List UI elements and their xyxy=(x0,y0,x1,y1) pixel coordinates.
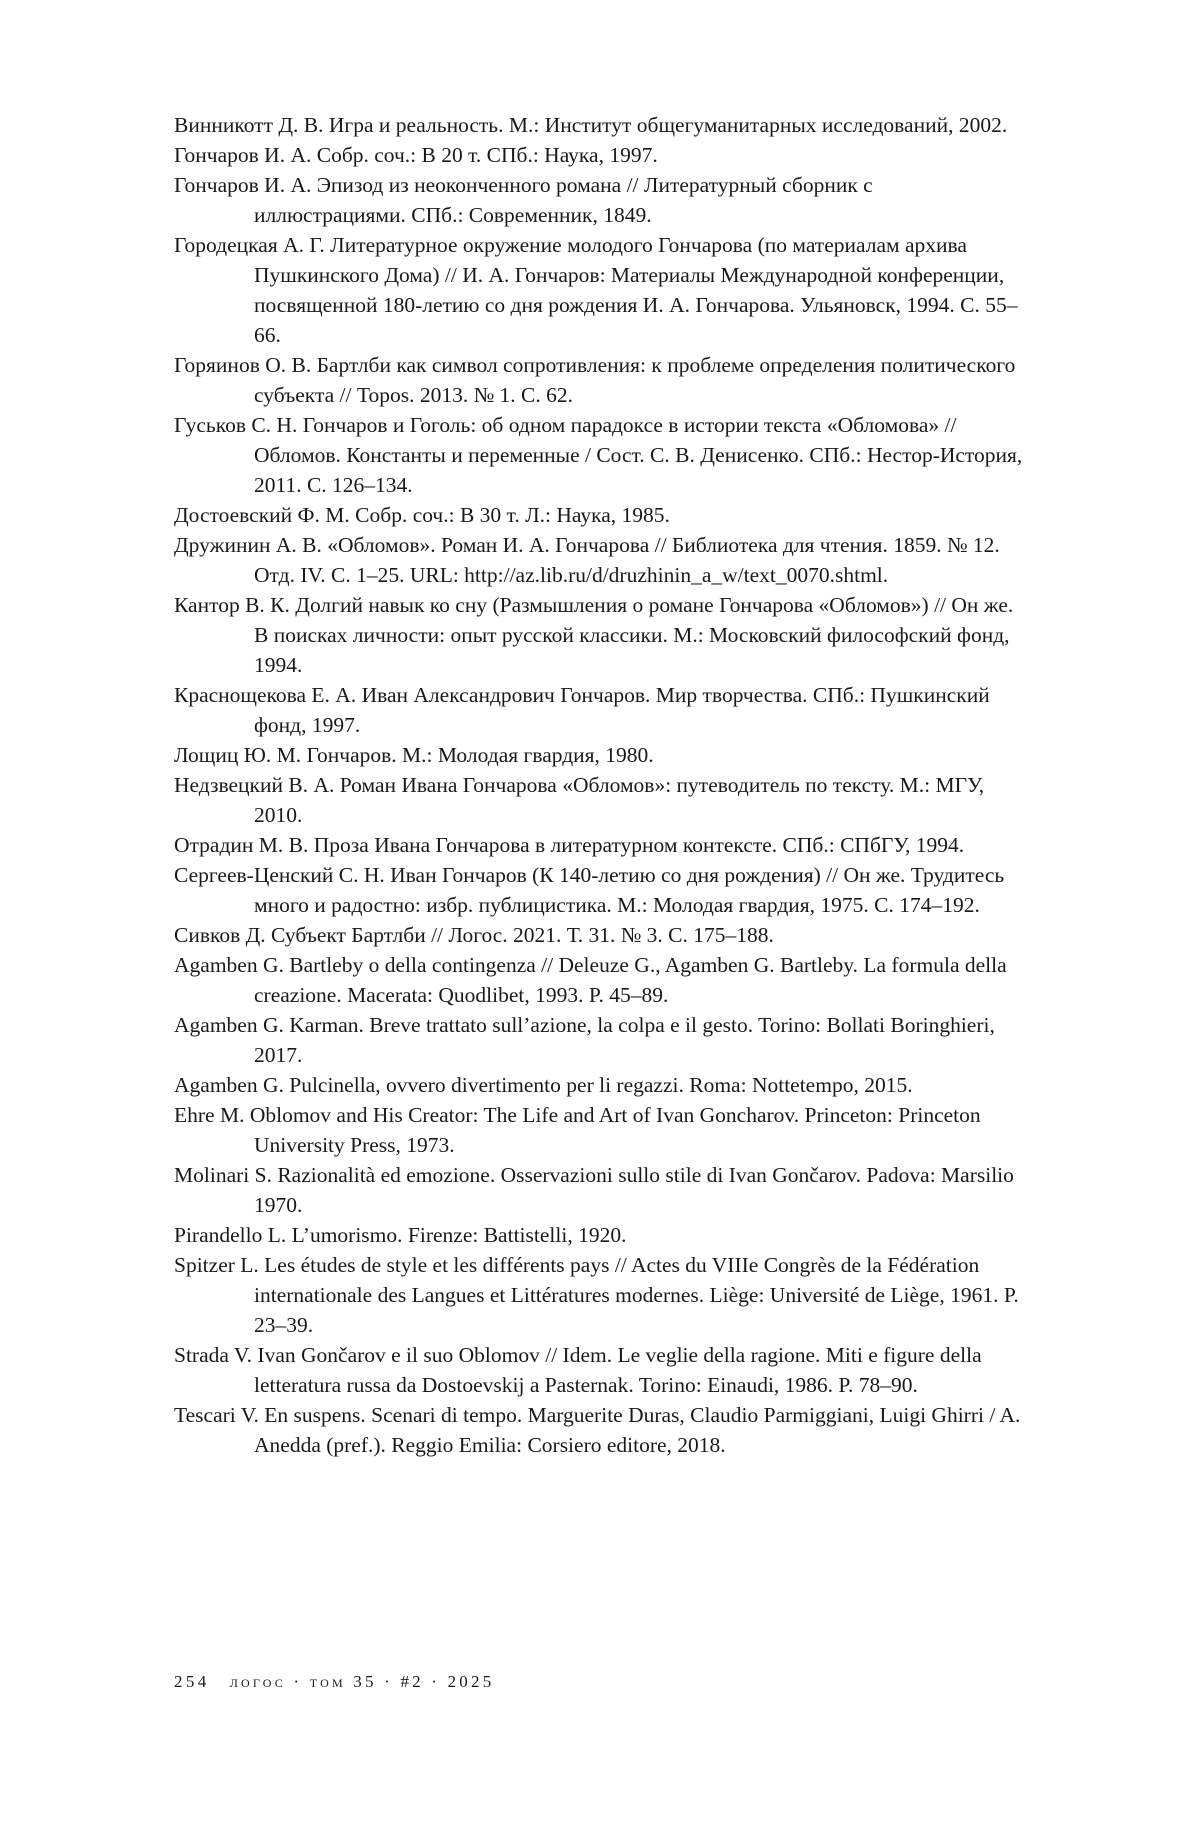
bibliography-entry: Agamben G. Bartleby o della contingenza // Deleuze G., Agamben G. Bartleby. La formula della creazione. Macerata: Quodlibet, 1993. P. 45–89. xyxy=(174,953,1007,1007)
bibliography-entry: Strada V. Ivan Gončarov e il suo Oblomov // Idem. Le veglie della ragione. Miti e figure della letteratura russa da Dostoevskij a Pasternak. Torino: Einaudi, 1986. P. 78–90. xyxy=(174,1343,982,1397)
bibliography-entry: Tescari V. En suspens. Scenari di tempo. Marguerite Duras, Claudio Parmiggiani, Luigi Ghirri / A. Anedda (pref.). Reggio Emilia: Corsiero editore, 2018. xyxy=(174,1403,1021,1457)
bibliography-entry: Краснощекова Е. А. Иван Александрович Гончаров. Мир творчества. СПб.: Пушкинский фонд, 1997. xyxy=(174,683,990,737)
bibliography-entry: Недзвецкий В. А. Роман Ивана Гончарова «Обломов»: путеводитель по тексту. М.: МГУ, 2010. xyxy=(174,773,985,827)
bibliography-entry: Горяинов О. В. Бартлби как символ сопротивления: к проблеме определения политического субъекта // Topos. 2013. № 1. С. 62. xyxy=(174,353,1016,407)
bibliography-entry: Spitzer L. Les études de style et les différents pays // Actes du VIIIe Congrès de la Fédération internationale des Langues et Littératures modernes. Liège: Université de Liège, 1961. P. 23–39. xyxy=(174,1253,1019,1337)
running-title: логос · том 35 · #2 · 2025 xyxy=(229,1672,495,1691)
bibliography-entry: Достоевский Ф. М. Собр. соч.: В 30 т. Л.: Наука, 1985. xyxy=(174,503,670,527)
bibliography-entry: Agamben G. Karman. Breve trattato sull’azione, la colpa e il gesto. Torino: Bollati Boringhieri, 2017. xyxy=(174,1013,995,1067)
bibliography-entry: Лощиц Ю. М. Гончаров. М.: Молодая гвардия, 1980. xyxy=(174,743,654,767)
bibliography-entry: Кантор В. К. Долгий навык ко сну (Размышления о романе Гончарова «Обломов») // Он же. В поисках личности: опыт русской классики. М.: Московский философский фонд, 1994. xyxy=(174,593,1014,677)
bibliography-entry: Гончаров И. А. Эпизод из неоконченного романа // Литературный сборник с иллюстрациями. СПб.: Современник, 1849. xyxy=(174,173,873,227)
bibliography-entry: Гуськов С. Н. Гончаров и Гоголь: об одном парадоксе в истории текста «Обломова» // Обломов. Константы и переменные / Сост. С. В. Денисенко. СПб.: Нестор-История, 2011. С. 126–134. xyxy=(174,413,1023,497)
page-number: 254 xyxy=(174,1672,210,1691)
bibliography-entry: Ehre M. Oblomov and His Creator: The Life and Art of Ivan Goncharov. Princeton: Princeton University Press, 1973. xyxy=(174,1103,981,1157)
bibliography-entry: Дружинин А. В. «Обломов». Роман И. А. Гончарова // Библиотека для чтения. 1859. № 12. Отд. IV. С. 1–25. URL: http://az.lib.ru/d/druzhinin_a_w/text_0070.shtml. xyxy=(174,533,1000,587)
bibliography-entry: Pirandello L. L’umorismo. Firenze: Battistelli, 1920. xyxy=(174,1223,627,1247)
bibliography-entry: Agamben G. Pulcinella, ovvero divertimento per li regazzi. Roma: Nottetempo, 2015. xyxy=(174,1073,913,1097)
bibliography-entry: Отрадин М. В. Проза Ивана Гончарова в литературном контексте. СПб.: СПбГУ, 1994. xyxy=(174,833,965,857)
bibliography-entry: Сергеев-Ценский С. Н. Иван Гончаров (К 140-летию со дня рождения) // Он же. Трудитесь много и радостно: избр. публицистика. М.: Молодая гвардия, 1975. С. 174–192. xyxy=(174,863,1005,917)
bibliography-entry: Molinari S. Razionalità ed emozione. Osservazioni sullo stile di Ivan Gončarov. Padova: Marsilio 1970. xyxy=(174,1163,1014,1217)
page-footer xyxy=(174,1672,494,1692)
bibliography-entry: Городецкая А. Г. Литературное окружение молодого Гончарова (по материалам архива Пушкинского Дома) // И. А. Гончаров: Материалы Международной конференции, посвященной 180-летию со дня рождения И. А. Гончарова. Ульяновск, 1994. С. 55–66. xyxy=(174,233,1018,347)
bibliography-entry: Винникотт Д. В. Игра и реальность. М.: Институт общегуманитарных исследований, 2002. xyxy=(174,113,1008,137)
bibliography-list xyxy=(174,110,1024,1460)
bibliography-entry: Гончаров И. А. Собр. соч.: В 20 т. СПб.: Наука, 1997. xyxy=(174,143,658,167)
bibliography-entry: Сивков Д. Субъект Бартлби // Логос. 2021. Т. 31. № 3. С. 175–188. xyxy=(174,923,774,947)
